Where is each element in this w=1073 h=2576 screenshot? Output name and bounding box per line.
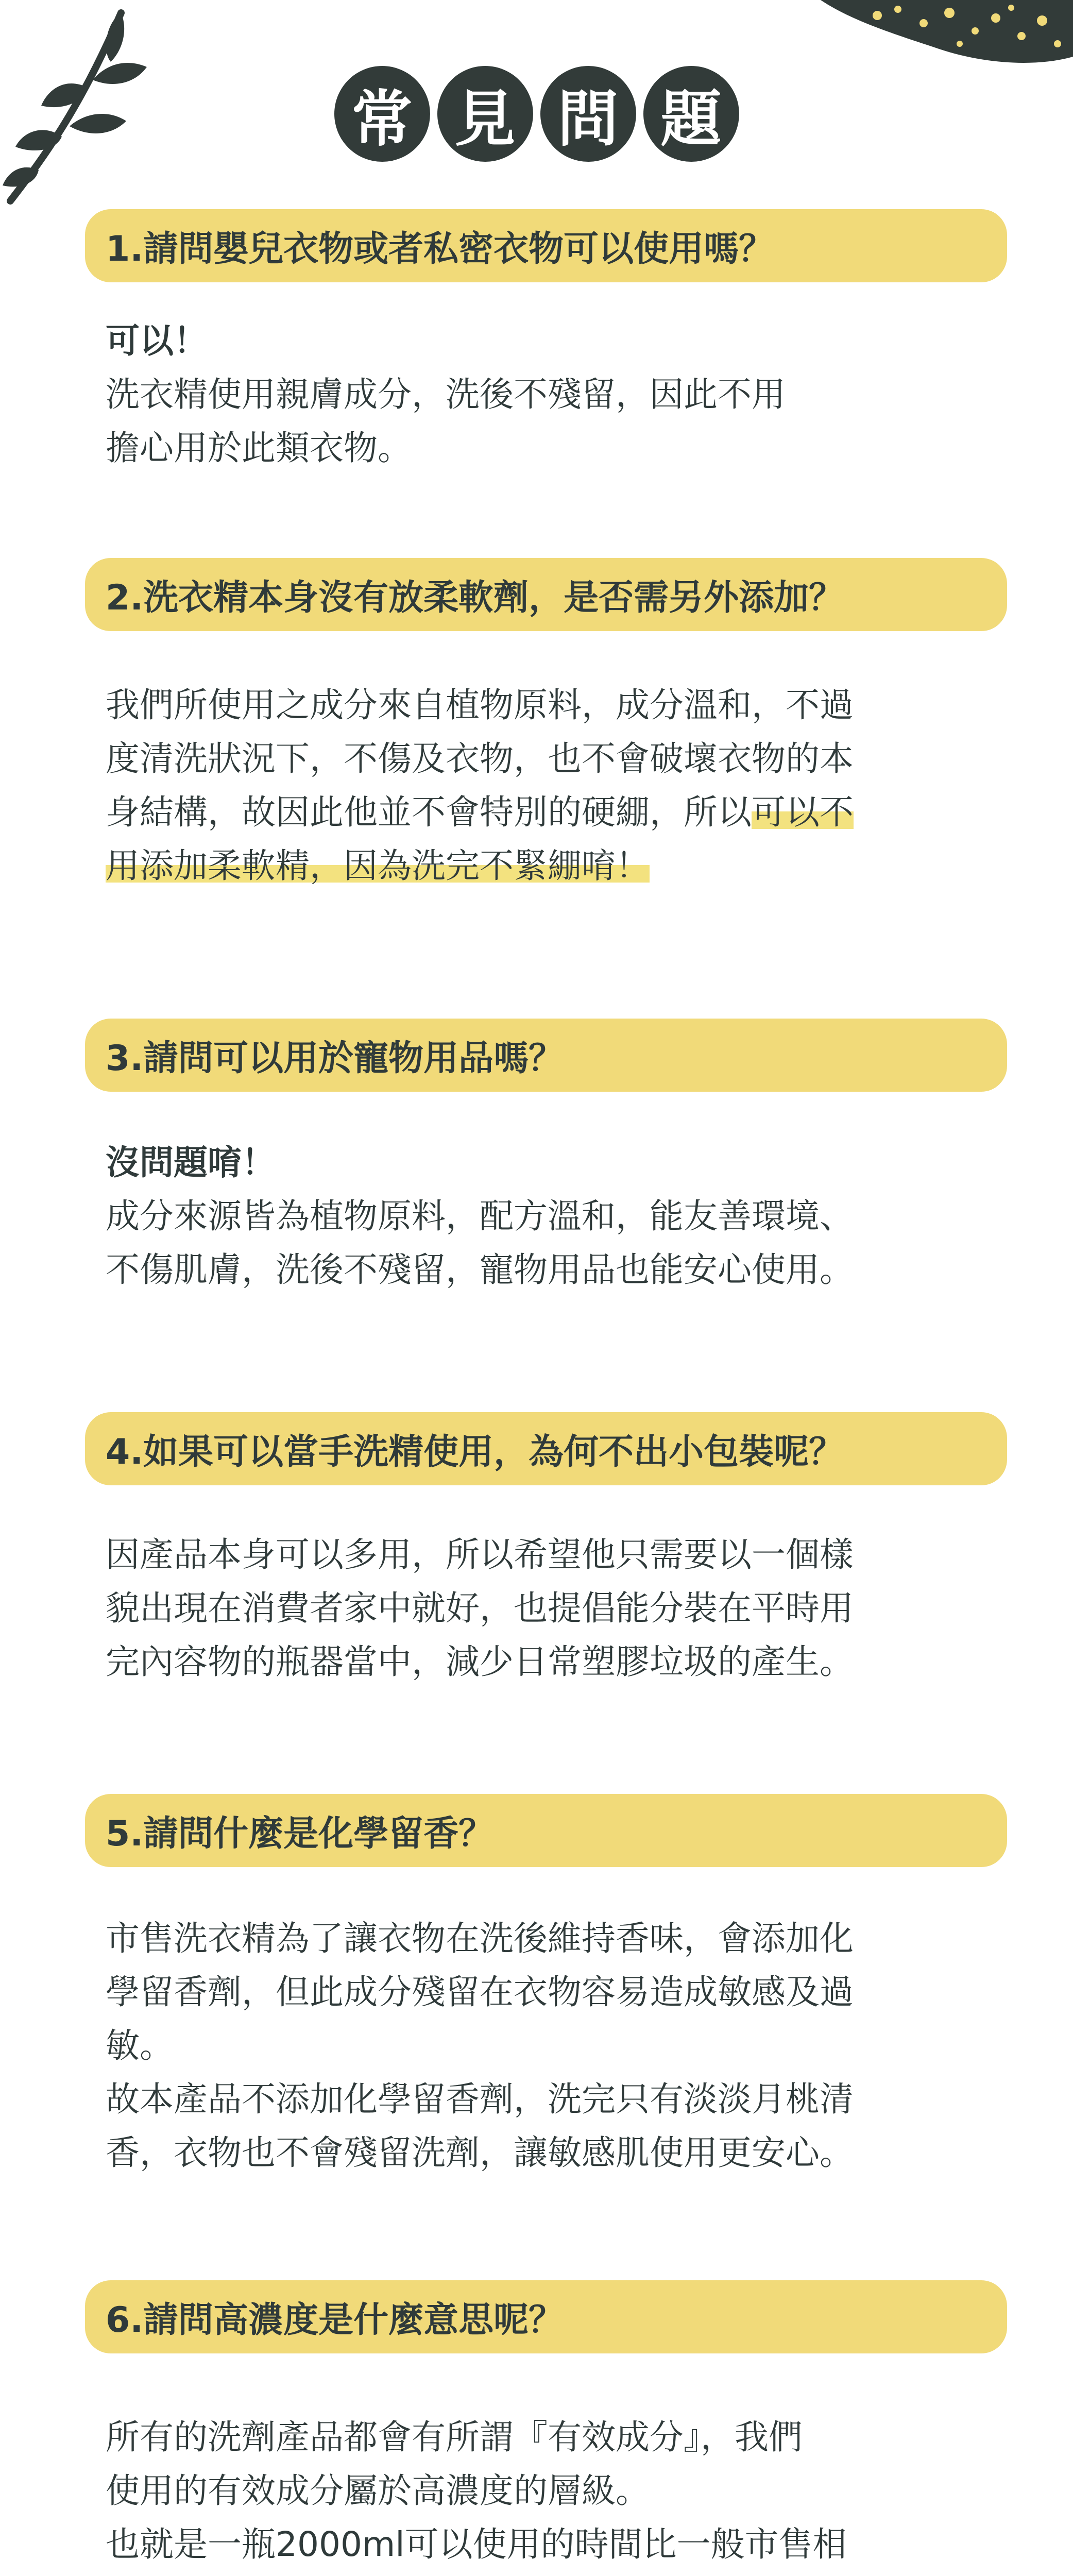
answer-line: 度清洗狀況下，不傷及衣物，也不會破壞衣物的本 [106, 739, 854, 778]
answer-line: 成分來源皆為植物原料，配方溫和，能友善環境、 [106, 1196, 854, 1236]
faq-question-5: 5.請問什麼是化學留香？ [85, 1794, 1007, 1867]
answer-lead: 可以！ [106, 321, 208, 361]
answer-line: 香，衣物也不會殘留洗劑，讓敏感肌使用更安心。 [106, 2133, 854, 2173]
answer-line: 洗衣精使用親膚成分，洗後不殘留，因此不用 [106, 375, 786, 414]
title-char: 常 [334, 66, 430, 162]
faq-question-4: 4.如果可以當手洗精使用，為何不出小包裝呢？ [85, 1412, 1007, 1485]
faq-question-2: 2.洗衣精本身沒有放柔軟劑，是否需另外添加？ [85, 558, 1007, 631]
highlighted-text: 用添加柔軟精，因為洗完不緊綳唷！ [106, 846, 650, 886]
faq-question-1: 1.請問嬰兒衣物或者私密衣物可以使用嗎？ [85, 209, 1007, 282]
answer-line: 學留香劑，但此成分殘留在衣物容易造成敏感及過 [106, 1972, 854, 2012]
faq-answer-2 [106, 679, 1012, 893]
answer-line: 不傷肌膚，洗後不殘留，寵物用品也能安心使用。 [106, 1250, 854, 1290]
highlighted-text: 可以不 [752, 792, 854, 832]
faq-answer-6 [106, 2411, 1012, 2576]
answer-line: 擔心用於此類衣物。 [106, 428, 412, 468]
faq-question-3: 3.請問可以用於寵物用品嗎？ [85, 1019, 1007, 1092]
dotted-blob-icon [821, 0, 1073, 67]
page-title [0, 66, 1073, 162]
answer-text: 身結構，故因此他並不會特別的硬綳，所以 [106, 792, 752, 832]
answer-line: 故本產品不添加化學留香劑，洗完只有淡淡月桃清 [106, 2079, 854, 2119]
answer-line: 因產品本身可以多用，所以希望他只需要以一個樣 [106, 1535, 854, 1574]
answer-line [106, 2571, 1012, 2576]
faq-question-6: 6.請問高濃度是什麼意思呢？ [85, 2280, 1007, 2353]
answer-line [106, 839, 1012, 893]
answer-line: 市售洗衣精為了讓衣物在洗後維持香味，會添加化 [106, 1919, 854, 1958]
title-char: 問 [540, 66, 636, 162]
title-char: 見 [437, 66, 533, 162]
title-char: 題 [643, 66, 739, 162]
faq-answer-4 [106, 1528, 1012, 1689]
answer-line: 所有的洗劑產品都會有所謂『有效成分』，我們 [106, 2417, 803, 2457]
answer-line: 我們所使用之成分來自植物原料，成分溫和，不過 [106, 685, 854, 725]
answer-line: 也就是一瓶2000ml可以使用的時間比一般市售相 [106, 2524, 847, 2564]
faq-answer-5 [106, 1912, 1012, 2180]
answer-line [106, 786, 1012, 839]
answer-line: 完內容物的瓶器當中，減少日常塑膠垃圾的產生。 [106, 1642, 854, 1682]
answer-lead: 沒問題唷！ [106, 1143, 276, 1182]
faq-answer-3 [106, 1136, 1012, 1297]
answer-line: 敏。 [106, 2026, 174, 2065]
faq-answer-1 [106, 314, 1012, 475]
answer-line: 貌出現在消費者家中就好，也提倡能分裝在平時用 [106, 1588, 854, 1628]
answer-line: 使用的有效成分屬於高濃度的層級。 [106, 2471, 650, 2511]
